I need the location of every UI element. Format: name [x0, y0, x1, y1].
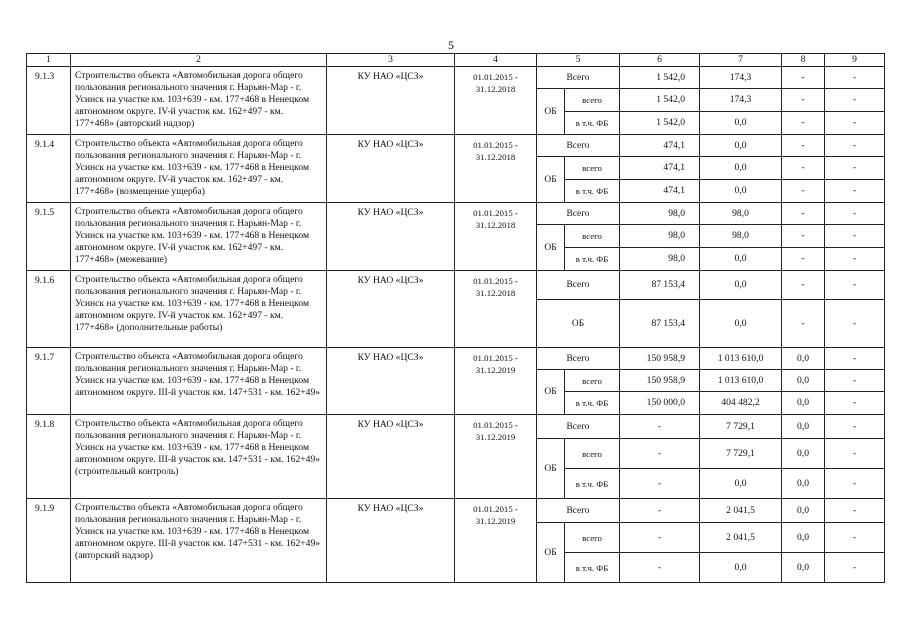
row-period: 01.01.2015 - 31.12.2019 — [455, 415, 537, 499]
value-cell: 404 482,2 — [700, 392, 782, 415]
value-cell: - — [782, 203, 825, 225]
value-cell: 0,0 — [782, 439, 825, 469]
value-cell: - — [620, 523, 700, 553]
row-number: 9.1.6 — [27, 271, 71, 348]
value-cell: 0,0 — [782, 499, 825, 523]
value-cell: 474,1 — [620, 180, 700, 203]
budget-table — [26, 53, 885, 583]
header-cell: 1 — [27, 54, 71, 67]
value-cell: 0,0 — [700, 180, 782, 203]
header-row — [27, 54, 885, 67]
value-cell: - — [825, 89, 885, 112]
table-row — [27, 135, 885, 157]
value-cell: 98,0 — [620, 248, 700, 271]
value-cell: - — [825, 439, 885, 469]
value-cell: - — [782, 89, 825, 112]
value-cell: 0,0 — [700, 300, 782, 348]
value-cell: - — [782, 157, 825, 180]
ob-total-label: всего — [565, 157, 620, 180]
value-cell: 2 041,5 — [700, 499, 782, 523]
value-cell: 7 729,1 — [700, 439, 782, 469]
value-cell: 0,0 — [700, 157, 782, 180]
value-cell: - — [782, 248, 825, 271]
row-name: Строительство объекта «Автомобильная дорога общего пользования регионального значения г. Нарьян-Мар - г. Усинск на участке км. 103+639 - км. 177+468 в Ненецком автономном округе. III-й участок км. 147+531 - км. 162+49» — [71, 348, 327, 415]
value-cell: - — [782, 180, 825, 203]
header-cell: 7 — [700, 54, 782, 67]
row-executor: КУ НАО «ЦСЗ» — [327, 499, 455, 583]
fb-label: в т.ч. ФБ — [565, 180, 620, 203]
value-cell: 0,0 — [782, 469, 825, 499]
row-number: 9.1.3 — [27, 67, 71, 135]
table-row — [27, 499, 885, 523]
value-cell: 1 542,0 — [620, 67, 700, 89]
value-cell: - — [825, 180, 885, 203]
header-cell: 9 — [825, 54, 885, 67]
ob-total-label: всего — [565, 89, 620, 112]
row-executor: КУ НАО «ЦСЗ» — [327, 67, 455, 135]
value-cell: 0,0 — [782, 370, 825, 392]
fb-label: в т.ч. ФБ — [565, 553, 620, 583]
value-cell: 474,1 — [620, 157, 700, 180]
value-cell: 87 153,4 — [620, 271, 700, 300]
row-name: Строительство объекта «Автомобильная дорога общего пользования регионального значения г. Нарьян-Мар - г. Усинск на участке км. 103+639 - км. 177+468 в Ненецком автономном округе. IV-й участок км. 162+497 - км. 177+468» (межевание) — [71, 203, 327, 271]
table-row — [27, 415, 885, 439]
value-cell: - — [620, 439, 700, 469]
value-cell: 0,0 — [700, 553, 782, 583]
value-cell: 98,0 — [620, 225, 700, 248]
value-cell: 474,1 — [620, 135, 700, 157]
value-cell: - — [825, 135, 885, 157]
value-cell: - — [825, 348, 885, 370]
ob-total-label: всего — [565, 523, 620, 553]
row-number: 9.1.7 — [27, 348, 71, 415]
value-cell: 0,0 — [782, 415, 825, 439]
ob-label: ОБ — [537, 300, 620, 348]
ob-label: ОБ — [537, 157, 565, 203]
table-row — [27, 67, 885, 89]
value-cell: 98,0 — [700, 225, 782, 248]
value-cell: 0,0 — [700, 112, 782, 135]
row-number: 9.1.9 — [27, 499, 71, 583]
ob-label: ОБ — [537, 225, 565, 271]
value-cell: 98,0 — [620, 203, 700, 225]
total-label: Всего — [537, 499, 620, 523]
value-cell: 1 013 610,0 — [700, 348, 782, 370]
header-cell: 4 — [455, 54, 537, 67]
fb-label: в т.ч. ФБ — [565, 112, 620, 135]
value-cell: 0,0 — [782, 553, 825, 583]
total-label: Всего — [537, 203, 620, 225]
value-cell: - — [825, 523, 885, 553]
table-row — [27, 348, 885, 370]
total-label: Всего — [537, 135, 620, 157]
fb-label: в т.ч. ФБ — [565, 392, 620, 415]
value-cell: - — [620, 553, 700, 583]
fb-label: в т.ч. ФБ — [565, 248, 620, 271]
row-period: 01.01.2015 - 31.12.2018 — [455, 67, 537, 135]
value-cell: 0,0 — [700, 469, 782, 499]
row-period: 01.01.2015 - 31.12.2019 — [455, 499, 537, 583]
value-cell: - — [825, 112, 885, 135]
value-cell: - — [825, 370, 885, 392]
row-name: Строительство объекта «Автомобильная дорога общего пользования регионального значения г. Нарьян-Мар - г. Усинск на участке км. 103+639 - км. 177+468 в Ненецком автономном округе. III-й участок км. 147+531 - км. 162+49» (строительный контроль) — [71, 415, 327, 499]
table-row — [27, 271, 885, 300]
ob-total-label: всего — [565, 225, 620, 248]
value-cell: - — [825, 469, 885, 499]
row-number: 9.1.4 — [27, 135, 71, 203]
value-cell: - — [825, 499, 885, 523]
ob-label: ОБ — [537, 523, 565, 583]
value-cell: 0,0 — [700, 248, 782, 271]
ob-total-label: всего — [565, 439, 620, 469]
value-cell: - — [825, 415, 885, 439]
value-cell: - — [782, 135, 825, 157]
value-cell: 1 542,0 — [620, 112, 700, 135]
header-cell: 6 — [620, 54, 700, 67]
value-cell: 150 000,0 — [620, 392, 700, 415]
row-name: Строительство объекта «Автомобильная дорога общего пользования регионального значения г. Нарьян-Мар - г. Усинск на участке км. 103+639 - км. 177+468 в Ненецком автономном округе. III-й участок км. 147+531 - км. 162+49» (авторский надзор) — [71, 499, 327, 583]
ob-label: ОБ — [537, 89, 565, 135]
value-cell: - — [782, 67, 825, 89]
row-period: 01.01.2015 - 31.12.2018 — [455, 203, 537, 271]
value-cell: 2 041,5 — [700, 523, 782, 553]
value-cell: - — [782, 300, 825, 348]
value-cell: - — [620, 415, 700, 439]
row-period: 01.01.2015 - 31.12.2018 — [455, 135, 537, 203]
value-cell: - — [825, 553, 885, 583]
value-cell: 174,3 — [700, 89, 782, 112]
value-cell: 0,0 — [782, 523, 825, 553]
header-cell: 8 — [782, 54, 825, 67]
ob-label: ОБ — [537, 370, 565, 415]
row-executor: КУ НАО «ЦСЗ» — [327, 415, 455, 499]
value-cell: - — [825, 225, 885, 248]
value-cell: - — [620, 499, 700, 523]
row-executor: КУ НАО «ЦСЗ» — [327, 271, 455, 348]
value-cell: 0,0 — [782, 348, 825, 370]
value-cell: - — [825, 392, 885, 415]
row-name: Строительство объекта «Автомобильная дорога общего пользования регионального значения г. Нарьян-Мар - г. Усинск на участке км. 103+639 - км. 177+468 в Ненецком автономном округе. IV-й участок км. 162+497 - км. 177+468» (возмещение ущерба) — [71, 135, 327, 203]
row-period: 01.01.2015 - 31.12.2018 — [455, 271, 537, 348]
header-cell: 2 — [71, 54, 327, 67]
page-number: 5 — [448, 38, 454, 52]
row-executor: КУ НАО «ЦСЗ» — [327, 203, 455, 271]
value-cell: 87 153,4 — [620, 300, 700, 348]
value-cell: 174,3 — [700, 67, 782, 89]
fb-label: в т.ч. ФБ — [565, 469, 620, 499]
value-cell: 1 542,0 — [620, 89, 700, 112]
total-label: Всего — [537, 415, 620, 439]
value-cell: - — [825, 300, 885, 348]
row-period: 01.01.2015 - 31.12.2019 — [455, 348, 537, 415]
row-executor: КУ НАО «ЦСЗ» — [327, 348, 455, 415]
value-cell: 1 013 610,0 — [700, 370, 782, 392]
value-cell: - — [825, 157, 885, 180]
value-cell: 0,0 — [782, 392, 825, 415]
value-cell: - — [825, 67, 885, 89]
row-executor: КУ НАО «ЦСЗ» — [327, 135, 455, 203]
row-number: 9.1.5 — [27, 203, 71, 271]
value-cell: - — [620, 469, 700, 499]
value-cell: 150 958,9 — [620, 348, 700, 370]
total-label: Всего — [537, 348, 620, 370]
value-cell: - — [782, 112, 825, 135]
value-cell: - — [825, 203, 885, 225]
total-label: Всего — [537, 271, 620, 300]
value-cell: - — [782, 271, 825, 300]
value-cell: 0,0 — [700, 271, 782, 300]
ob-label: ОБ — [537, 439, 565, 499]
row-number: 9.1.8 — [27, 415, 71, 499]
value-cell: - — [782, 225, 825, 248]
ob-total-label: всего — [565, 370, 620, 392]
value-cell: 98,0 — [700, 203, 782, 225]
value-cell: - — [825, 248, 885, 271]
value-cell: 7 729,1 — [700, 415, 782, 439]
row-name: Строительство объекта «Автомобильная дорога общего пользования регионального значения г. Нарьян-Мар - г. Усинск на участке км. 103+639 - км. 177+468 в Ненецком автономном округе. IV-й участок км. 162+497 - км. 177+468» (дополнительные работы) — [71, 271, 327, 348]
total-label: Всего — [537, 67, 620, 89]
value-cell: 150 958,9 — [620, 370, 700, 392]
row-name: Строительство объекта «Автомобильная дорога общего пользования регионального значения г. Нарьян-Мар - г. Усинск на участке км. 103+639 - км. 177+468 в Ненецком автономном округе. IV-й участок км. 162+497 - км. 177+468» (авторский надзор) — [71, 67, 327, 135]
header-cell: 3 — [327, 54, 455, 67]
value-cell: - — [825, 271, 885, 300]
value-cell: 0,0 — [700, 135, 782, 157]
table-row — [27, 203, 885, 225]
header-cell: 5 — [537, 54, 620, 67]
